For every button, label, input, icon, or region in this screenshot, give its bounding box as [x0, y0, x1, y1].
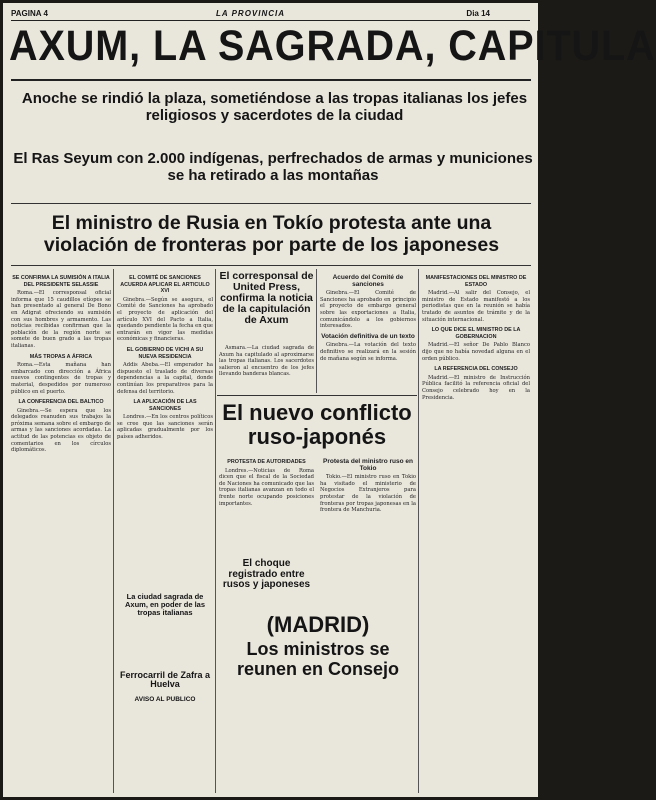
column-divider — [316, 269, 317, 393]
column-subhead: SE CONFIRMA LA SUMISIÓN A ITALIA DEL PRESIDENTE SELASSIE — [12, 275, 110, 288]
conflict-headline: El nuevo conflicto ruso-japonés — [222, 400, 412, 449]
column-3-middle — [219, 455, 314, 555]
page-number: PAGINA 4 — [11, 9, 48, 18]
column-text: Londres.—En los centros políticos se cree que las sanciones serán aplicadas gradualmente por los países adheridos. — [117, 414, 213, 441]
column-text: Ginebra.—El Comité de Sanciones ha aprobado en principio el proyecto de embargo general sobre las exportaciones a Italia, comunicándolo a los gobiernos interesados. — [320, 290, 416, 330]
column-text: Madrid.—Al salir del Consejo, el ministro de Estado manifestó a los periodistas que en la reunión se había tratado de asuntos de trámite y de la situación internacional. — [422, 290, 530, 323]
column-text: Madrid.—El señor De Pablo Blanco dijo que no había novedad alguna en el orden público. — [422, 342, 530, 362]
railway-headline: Ferrocarril de Zafra a Huelva — [119, 670, 211, 690]
headline-rule — [11, 79, 531, 81]
column-5 — [422, 271, 530, 793]
deck-rule — [11, 203, 531, 204]
main-headline: AXUM, LA SAGRADA, CAPITULA — [9, 22, 656, 70]
second-headline: El ministro de Rusia en Tokío protesta ante una violación de fronteras por parte de los japoneses — [43, 212, 500, 256]
column-subhead: Acuerdo del Comité de sanciones — [332, 274, 404, 288]
deck-1: Anoche se rindió la plaza, sometiéndose a las tropas italianas los jefes religiosos y sacerdotes de la ciudad — [21, 90, 528, 124]
column-text: Asmara.—La ciudad sagrada de Axum ha capitulado al aproximarse las tropas italianas. Los sacerdotes salieron al encuentro de los jefes llevando banderas blancas. — [219, 345, 314, 378]
column-subhead: LA REFERENCIA DEL CONSEJO — [434, 366, 518, 373]
column-text: Addis Abeba.—El emperador ha dispuesto el traslado de diversas dependencias a la capital, donde continúan los preparativos para la defensa del territorio. — [117, 362, 213, 395]
column-text: Ginebra.—Se espera que los delegados reanuden sus trabajos la próxima semana sobre el embargo de armas y las sanciones acordadas. La actitud de las potencias es objeto de comentarios en los círculos diplomáticos. — [11, 407, 111, 454]
column-subhead: PROTESTA DE AUTORIDADES — [227, 459, 306, 465]
column-1 — [11, 271, 111, 793]
column-subhead: MÁS TROPAS A ÁFRICA — [29, 353, 93, 360]
madrid-label: (MADRID) — [266, 612, 370, 637]
columns-rule — [11, 265, 531, 266]
column-subhead: Votación definitiva de un texto — [321, 332, 415, 340]
column-text: Tokio.—El ministro ruso en Tokio ha visitado el ministerio de Negocios Extranjeros para protestar de la violación de fronteras por tropas japonesas en la frontera de Manchuria. — [320, 474, 416, 514]
correspondent-headline: El corresponsal de United Press, confirma la noticia de la capitulación de Axum — [219, 270, 314, 327]
newspaper-page — [3, 3, 656, 797]
column-3-top — [219, 345, 314, 393]
column-subhead: LA APLICACIÓN DE LAS SANCIONES — [133, 399, 197, 412]
deck-2: El Ras Seyum con 2.000 indígenas, perfrechados de armas y municiones se ha retirado a las montañas — [13, 150, 533, 184]
folio-line — [11, 7, 530, 21]
column-subhead: MANIFESTACIONES DEL MINISTRO DE ESTADO — [425, 275, 527, 288]
ministers-headline: Los ministros se reunen en Consejo — [236, 639, 400, 679]
column-subhead: EL COMITÉ DE SANCIONES ACUERDA APLICAR EL ARTICULO XVI — [120, 275, 210, 295]
conflict-rule — [217, 395, 417, 396]
column-subhead: EL GOBIERNO DE VICHI A SU NUEVA RESIDENCIA — [126, 346, 204, 360]
column-text: Madrid.—El ministro de Instrucción Pública facilitó la referencia oficial del Consejo celebrado hoy en la Presidencia. — [422, 374, 530, 401]
column-subhead: Protesta del ministro ruso en Tokio — [323, 458, 413, 472]
column-text: Roma.—Esta mañana han embarcado con dirección a África nuevos contingentes de tropas y material, despedidos por numeroso público en el puerto. — [11, 362, 111, 395]
column-divider — [113, 269, 114, 793]
public-notice-label: AVISO AL PUBLICO — [134, 696, 196, 703]
column-4-top — [320, 271, 416, 393]
paper-name: LA PROVINCIA — [216, 9, 286, 18]
column-text: Ginebra.—Según se asegura, el Comité de Sanciones ha aprobado el proyecto de aplicación del artículo XVI del Pacto a Italia, quedando pendiente la fecha en que entrarán en vigor las medidas económicas y financieras. — [117, 296, 213, 343]
axum-subheadline: La ciudad sagrada de Axum, en poder de las tropas italianas — [124, 592, 206, 617]
column-text: Ginebra.—La votación del texto definitivo se realizará en la sesión de mañana según se informa. — [320, 342, 416, 362]
column-2 — [117, 271, 213, 793]
column-divider — [418, 269, 419, 793]
column-4-middle — [320, 455, 416, 610]
column-text: Roma.—El corresponsal oficial informa que 15 caudillos etíopes se han presentado al general De Bono en Adigrat ofreciendo su sumisión con sus hombres y armamento. Las noticias recibidas confirman que la población de la región norte se somete de buen grado a las tropas italianas. — [11, 290, 111, 349]
shock-headline: El choque registrado entre rusos y japoneses — [222, 558, 311, 590]
issue-date: Dia 14 — [466, 9, 490, 18]
column-divider — [215, 269, 216, 793]
column-subhead: LA CONFERENCIA DEL BALTICO — [18, 399, 104, 406]
column-subhead: LO QUE DICE EL MINISTRO DE LA GOBERNACION — [431, 327, 521, 340]
column-text: Londres.—Noticias de Roma dicen que el fiscal de la Sociedad de Naciones ha comunicado que las tropas italianas avanzan en todo el frente norte ocupando posiciones importantes. — [219, 467, 314, 507]
